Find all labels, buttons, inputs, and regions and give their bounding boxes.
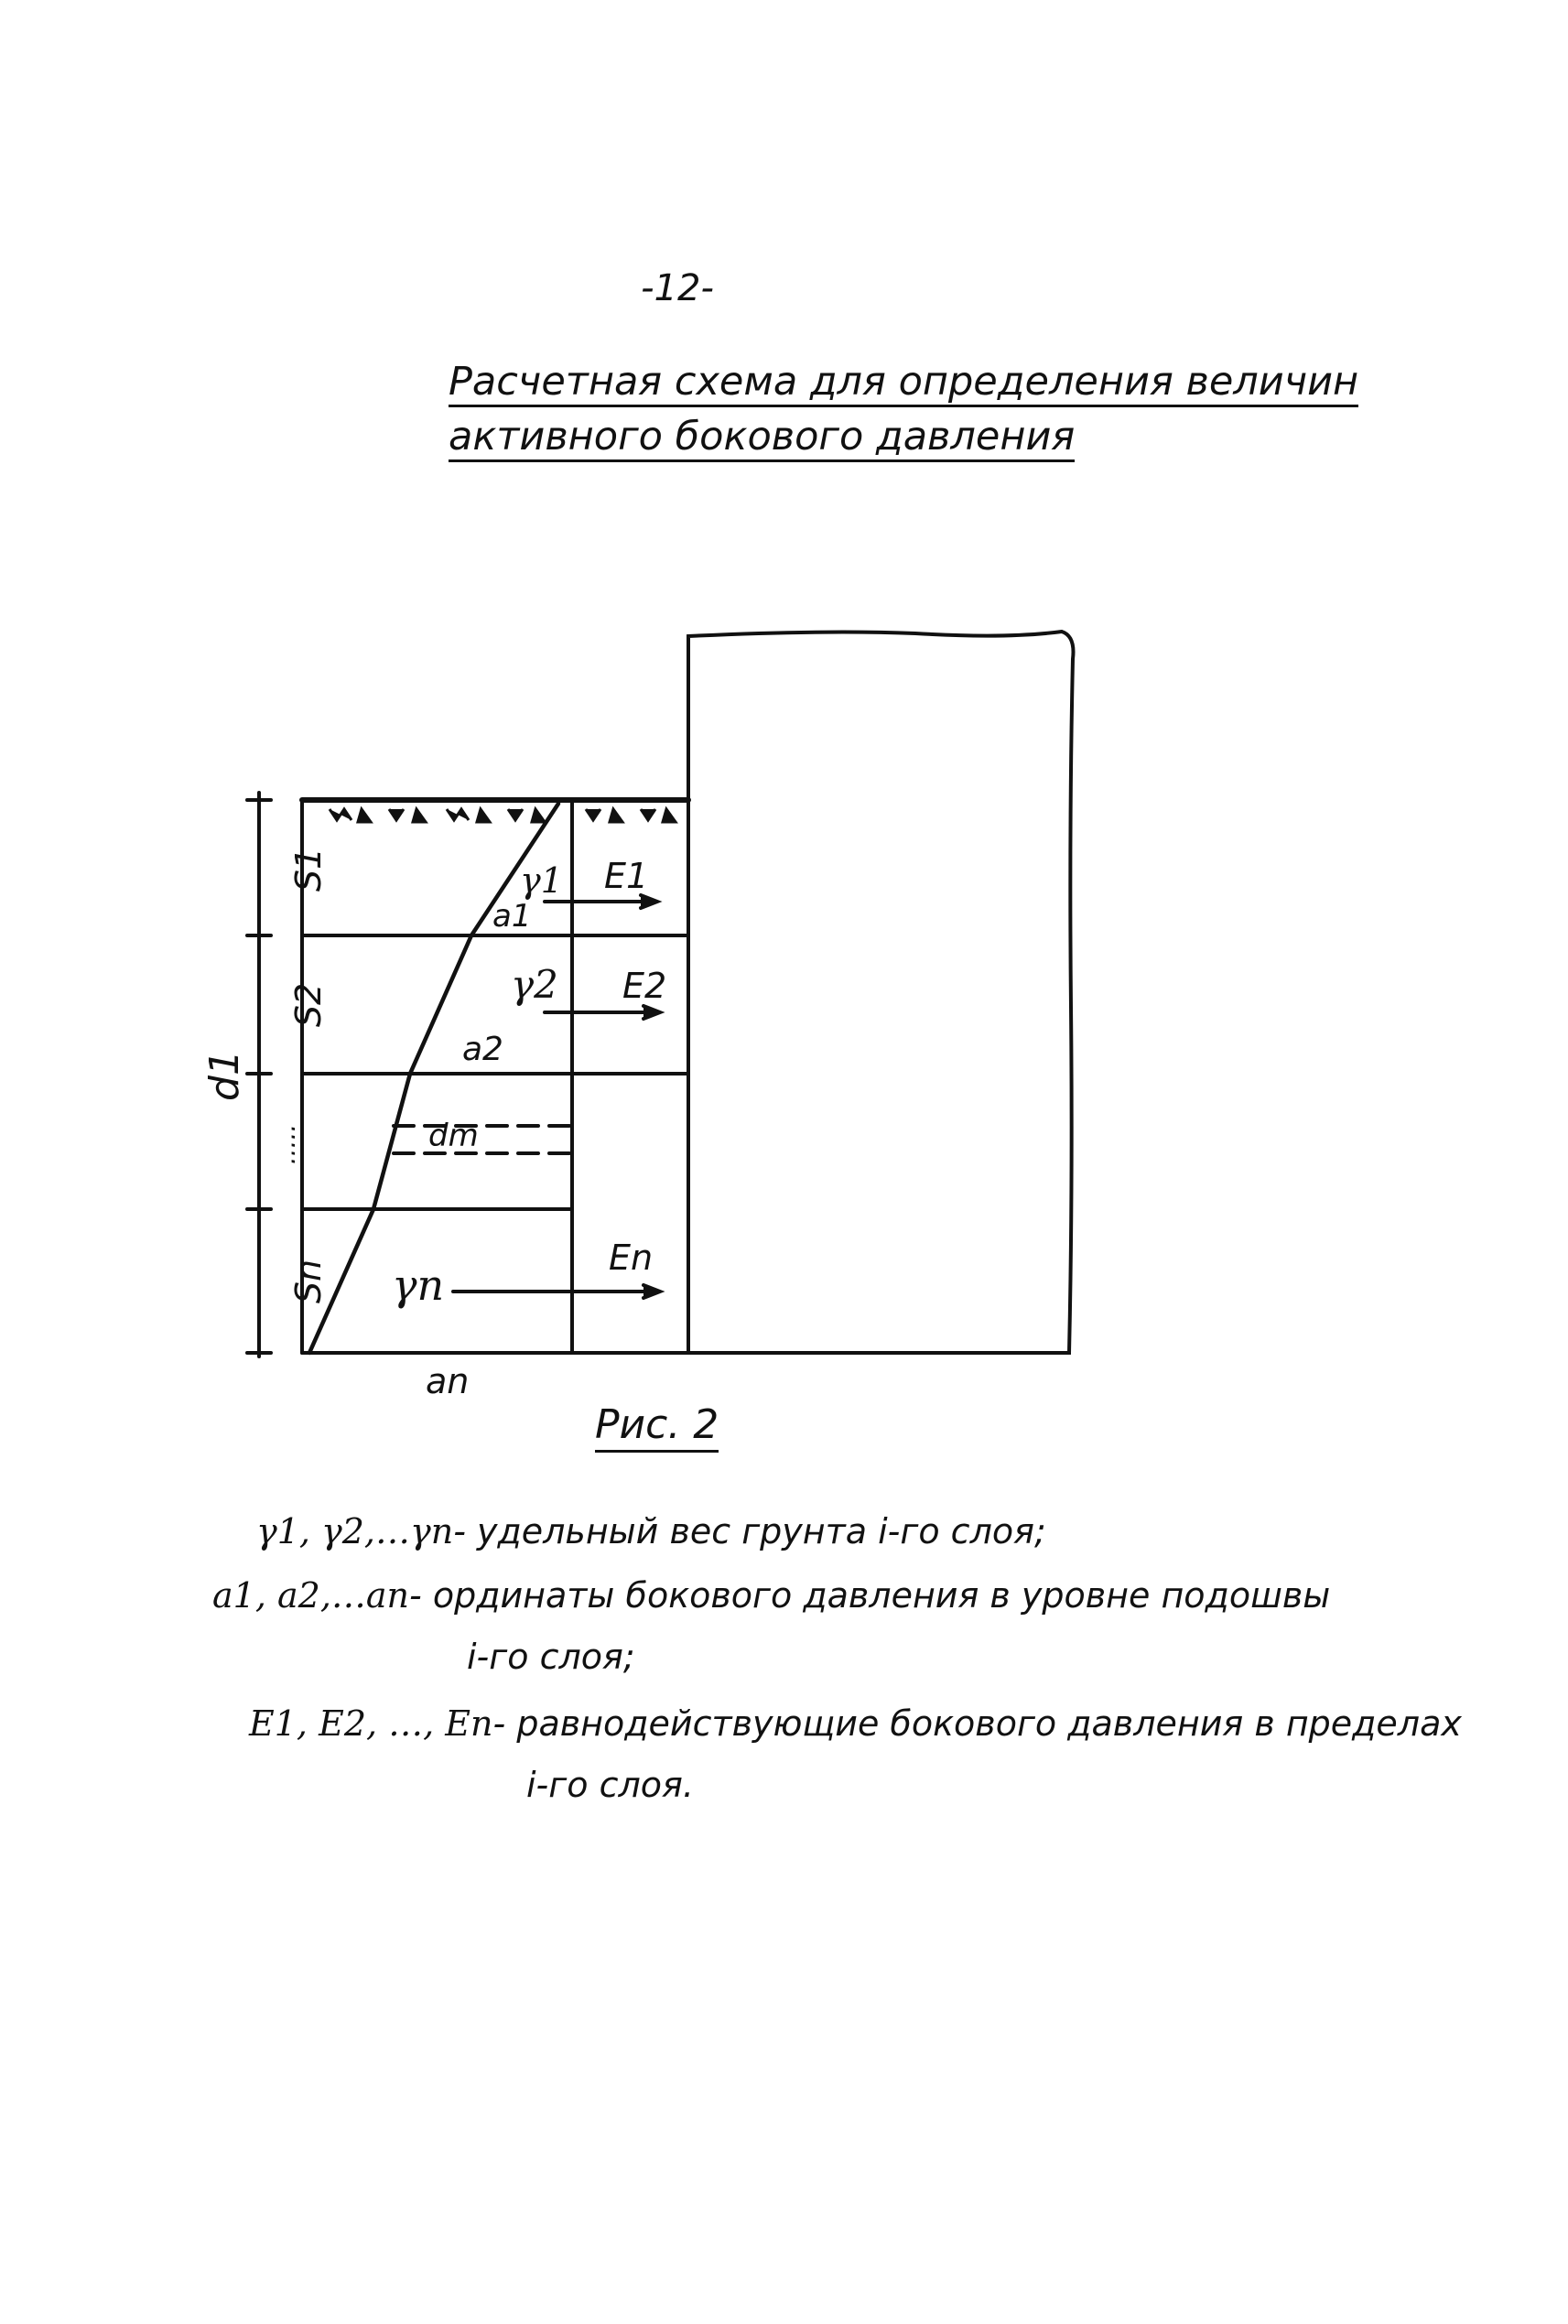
page-number: -12-	[641, 267, 714, 309]
label-s1: S1	[288, 847, 329, 892]
label-dm: dm	[428, 1118, 479, 1154]
label-sn: Sn	[288, 1259, 329, 1304]
legend-symbols: E1, E2, …, En	[249, 1703, 493, 1744]
legend-text: - равнодействующие бокового давления в пределах	[492, 1703, 1462, 1744]
label-a2: a2	[462, 1031, 503, 1068]
legend-symbols: a1, a2,…an	[212, 1575, 410, 1616]
label-gamma-n: γn	[392, 1260, 445, 1310]
label-an: an	[426, 1361, 470, 1401]
legend-text: - удельный вес грунта i-го слоя;	[453, 1511, 1046, 1551]
label-d1: d1	[201, 1050, 248, 1101]
legend-item-unit-weight	[256, 1508, 1046, 1554]
label-dots: .....	[271, 1123, 301, 1165]
legend-item-resultants-continuation: i-го слоя.	[526, 1765, 694, 1805]
legend-item-ordinates	[212, 1573, 1330, 1618]
arrow-e2-head	[643, 1006, 660, 1019]
label-e2: E2	[622, 966, 667, 1006]
legend-item-ordinates-continuation: i-го слоя;	[467, 1637, 635, 1677]
arrow-en-head	[643, 1285, 660, 1298]
label-gamma-1: γ1	[520, 860, 563, 901]
label-gamma-2: γ2	[511, 962, 558, 1007]
label-a1: a1	[492, 898, 532, 935]
arrow-e1-head	[641, 895, 657, 908]
page-title-line-2: активного бокового давления	[449, 414, 1075, 462]
page-title-line-1: Расчетная схема для определения величин	[449, 359, 1358, 407]
soil-surface-hatch	[330, 809, 676, 822]
label-s2: S2	[288, 982, 329, 1028]
legend-text: - ординаты бокового давления в уровне подошвы	[409, 1575, 1331, 1616]
wall-outline	[688, 632, 1074, 1353]
legend-item-resultants	[249, 1701, 1462, 1746]
figure-caption: Рис. 2	[595, 1400, 719, 1453]
label-en: En	[609, 1238, 654, 1278]
legend-symbols: γ1, γ2,…γn	[256, 1511, 454, 1551]
label-e1: E1	[604, 856, 649, 896]
